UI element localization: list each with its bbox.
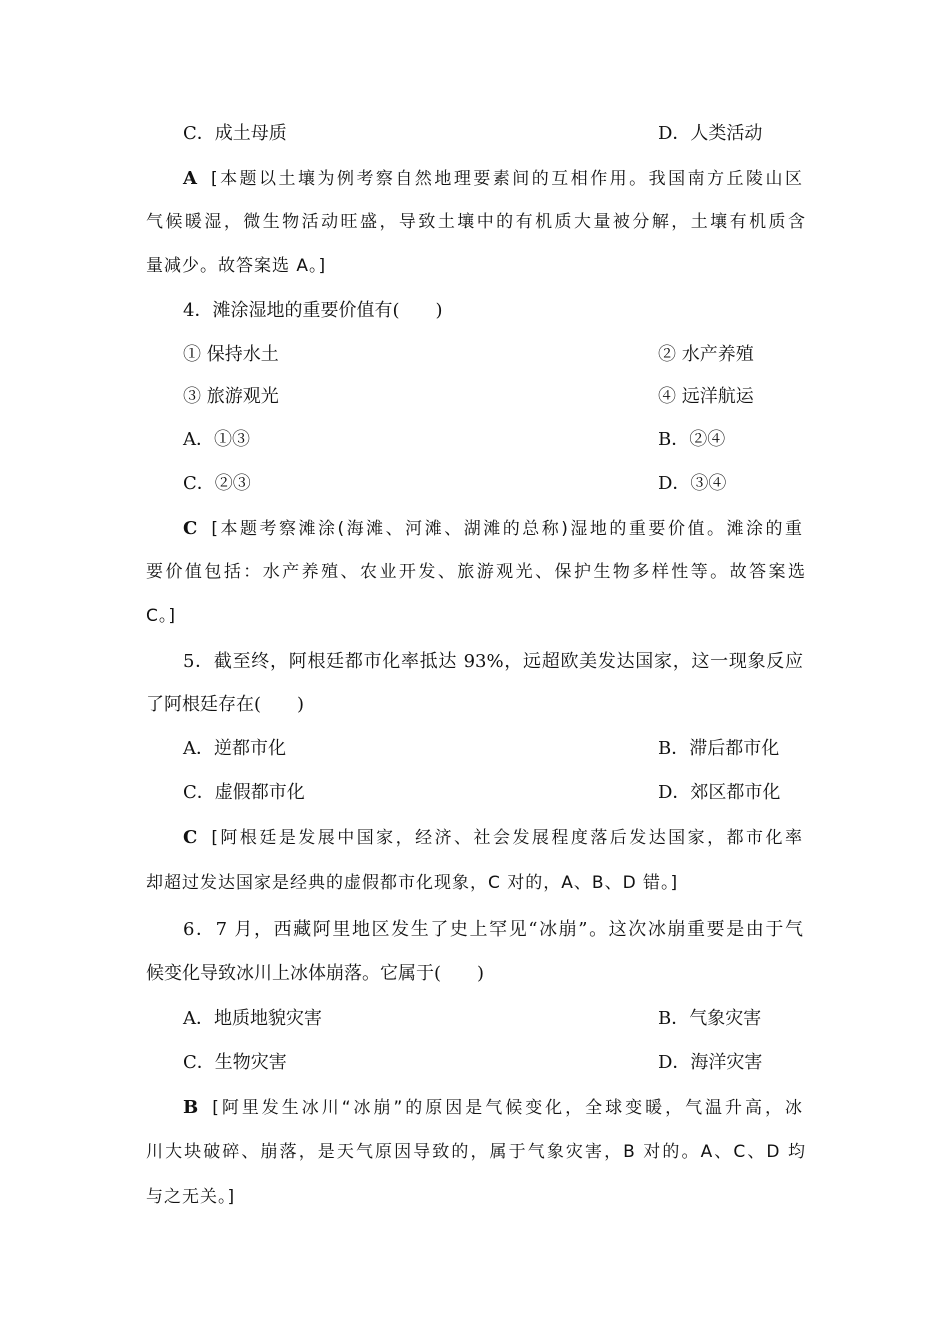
q6-option-d: D．海洋灾害 (658, 1052, 763, 1073)
q5-option-a: A．逆都市化 (183, 738, 286, 759)
q6-stem-line2: 候变化导致冰川上冰体崩落。它属于( ) (146, 963, 485, 984)
q5-options-cd (183, 781, 803, 805)
q6-stem-line1: 6．7 月，西藏阿里地区发生了史上罕见“冰崩”。这次冰崩重要是由于气 (183, 919, 803, 940)
q5-explanation-line2: 却超过发达国家是经典的虚假都市化现象，C 对的，A、B、D 错。] (146, 873, 679, 893)
q6-options-cd (183, 1051, 803, 1075)
q4-option-c: C．②③ (183, 473, 251, 494)
q5-option-c: C．虚假都市化 (183, 782, 305, 803)
q6-option-a: A．地质地貌灾害 (183, 1008, 322, 1029)
q4-explanation-line3: C。] (146, 606, 177, 626)
q4-option-b: B．②④ (658, 429, 726, 450)
q4-items-34 (183, 385, 803, 409)
q3-options-cd (183, 122, 803, 146)
q5-stem-line1: 5．截至终，阿根廷都市化率抵达 93%，远超欧美发达国家，这一现象反应 (183, 651, 803, 672)
q4-items-12 (183, 343, 803, 367)
q4-explanation-text: [本题考察滩涂(海滩、河滩、湖滩的总称)湿地的重要价值。滩涂的重 (211, 519, 803, 539)
q5-option-d: D．郊区都市化 (658, 782, 781, 803)
q6-explanation-line1 (183, 1096, 803, 1120)
q4-answer-letter: C (183, 518, 198, 539)
q6-explanation-line2: 川大块破碎、崩落，是天气原因导致的，属于气象灾害，B 对的。A、C、D 均 (146, 1142, 806, 1162)
q6-answer-letter: B (183, 1097, 199, 1118)
q5-stem-line2: 了阿根廷存在( ) (146, 694, 305, 715)
q3-answer-letter: A (183, 168, 197, 189)
q4-item-1: ① 保持水土 (183, 344, 279, 365)
q6-explanation-line3: 与之无关。] (146, 1187, 236, 1207)
q5-explanation-text: [阿根廷是发展中国家，经济、社会发展程度落后发达国家，都市化率 (211, 828, 803, 848)
q3-explanation-line2: 气候暖湿，微生物活动旺盛，导致土壤中的有机质大量被分解，土壤有机质含 (146, 212, 806, 232)
q5-options-ab (183, 737, 803, 761)
q4-option-d: D．③④ (658, 473, 727, 494)
q5-answer-letter: C (183, 827, 198, 848)
q4-options-cd (183, 472, 803, 496)
q3-explanation-line3: 量减少。故答案选 A。] (146, 256, 327, 276)
q6-option-c: C．生物灾害 (183, 1052, 287, 1073)
q4-explanation-line2: 要价值包括：水产养殖、农业开发、旅游观光、保护生物多样性等。故答案选 (146, 562, 806, 582)
q6-option-b: B．气象灾害 (658, 1008, 762, 1029)
q6-options-ab (183, 1007, 803, 1031)
q3-explanation-text: [本题以土壤为例考察自然地理要素间的互相作用。我国南方丘陵山区 (210, 169, 803, 189)
q5-option-b: B．滞后都市化 (658, 738, 780, 759)
q4-item-3: ③ 旅游观光 (183, 386, 279, 407)
q4-explanation-line1 (183, 517, 803, 541)
q5-explanation-line1 (183, 826, 803, 850)
q4-options-ab (183, 428, 803, 452)
q4-stem: 4．滩涂湿地的重要价值有( ) (183, 300, 443, 321)
q3-explanation-line1 (183, 167, 803, 191)
q3-option-d: D．人类活动 (658, 123, 763, 144)
q4-option-a: A．①③ (183, 429, 250, 450)
q6-explanation-text: [阿里发生冰川“冰崩”的原因是气候变化，全球变暖，气温升高，冰 (212, 1098, 803, 1118)
q4-item-4: ④ 远洋航运 (658, 386, 754, 407)
q3-option-c: C．成土母质 (183, 123, 287, 144)
q4-item-2: ② 水产养殖 (658, 344, 754, 365)
